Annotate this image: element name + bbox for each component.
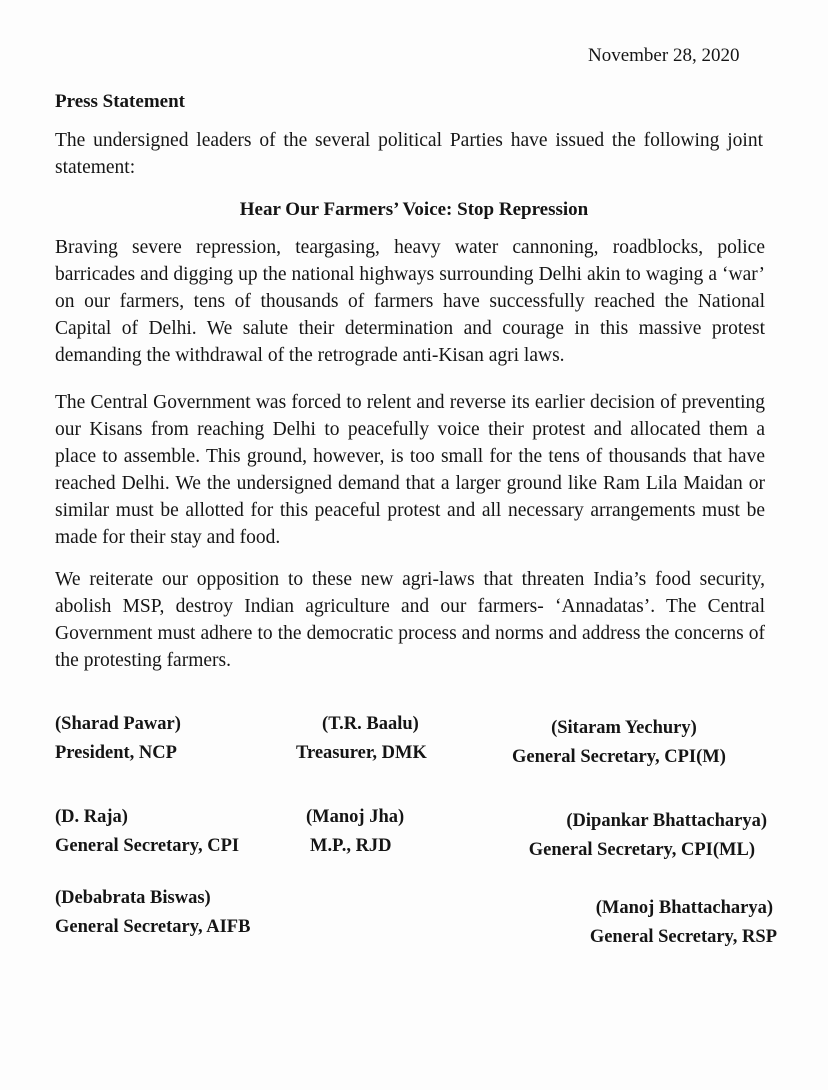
signatory-name: (Sitaram Yechury) xyxy=(551,718,697,738)
signatory-title: M.P., RJD xyxy=(310,836,392,856)
signatory-manoj-bhattacharya xyxy=(542,894,777,952)
page-heading: Press Statement xyxy=(55,91,185,112)
signatory-title: General Secretary, RSP xyxy=(589,927,777,947)
signatory-tr-baalu xyxy=(296,710,427,768)
signatory-name: (Sharad Pawar) xyxy=(55,714,181,734)
statement-date: November 28, 2020 xyxy=(588,45,740,66)
signatory-title: General Secretary, CPI(M) xyxy=(512,747,726,767)
signatory-title: Treasurer, DMK xyxy=(296,743,427,763)
intro-paragraph: The undersigned leaders of the several political Parties have issued the following joint statement: xyxy=(55,130,763,178)
signatory-name: (D. Raja) xyxy=(55,807,128,827)
statement-title: Hear Our Farmers’ Voice: Stop Repression xyxy=(239,199,589,220)
signatory-debabrata-biswas xyxy=(55,884,250,942)
signatory-name: (Dipankar Bhattacharya) xyxy=(566,811,767,831)
signatory-sharad-pawar xyxy=(55,710,181,768)
signatory-title: General Secretary, CPI(ML) xyxy=(528,840,755,860)
signatory-name: (Manoj Bhattacharya) xyxy=(595,898,773,918)
body-paragraph-1: Braving severe repression, teargasing, heavy water cannoning, roadblocks, police barricades and digging up the national highways surrounding Delhi akin to waging a ‘war’ on our farmers, tens of thousands of farmers have successfully reached the National Capital of Delhi. We salute their determination and courage in this massive protest demanding the withdrawal of the retrograde anti-Kisan agri laws. xyxy=(55,237,765,366)
signatory-name: (Manoj Jha) xyxy=(306,807,405,827)
body-paragraph-2: The Central Government was forced to relent and reverse its earlier decision of preventing our Kisans from reaching Delhi to peacefully voice their protest and allocated them a place to assemble. This ground, however, is too small for the tens of thousands that have reached Delhi. We the undersigned demand that a larger ground like Ram Lila Maidan or similar must be allotted for this peaceful protest and all necessary arrangements must be made for their stay and food. xyxy=(55,392,765,548)
signatory-name: (T.R. Baalu) xyxy=(322,714,419,734)
signatory-name: (Debabrata Biswas) xyxy=(55,888,211,908)
signatory-dipankar-bhattacharya xyxy=(489,807,767,865)
signatory-manoj-jha xyxy=(306,803,404,861)
signatory-title: President, NCP xyxy=(55,743,177,763)
body-paragraph-3: We reiterate our opposition to these new agri-laws that threaten India’s food security, abolish MSP, destroy Indian agriculture and our farmers- ‘Annadatas’. The Central Government must adhere to the democratic process and norms and address the concerns of the protesting farmers. xyxy=(55,569,765,671)
signatory-d-raja xyxy=(55,803,239,861)
signatory-sitaram-yechury xyxy=(512,714,726,772)
signatory-title: General Secretary, AIFB xyxy=(55,917,251,937)
signatory-title: General Secretary, CPI xyxy=(55,836,240,856)
